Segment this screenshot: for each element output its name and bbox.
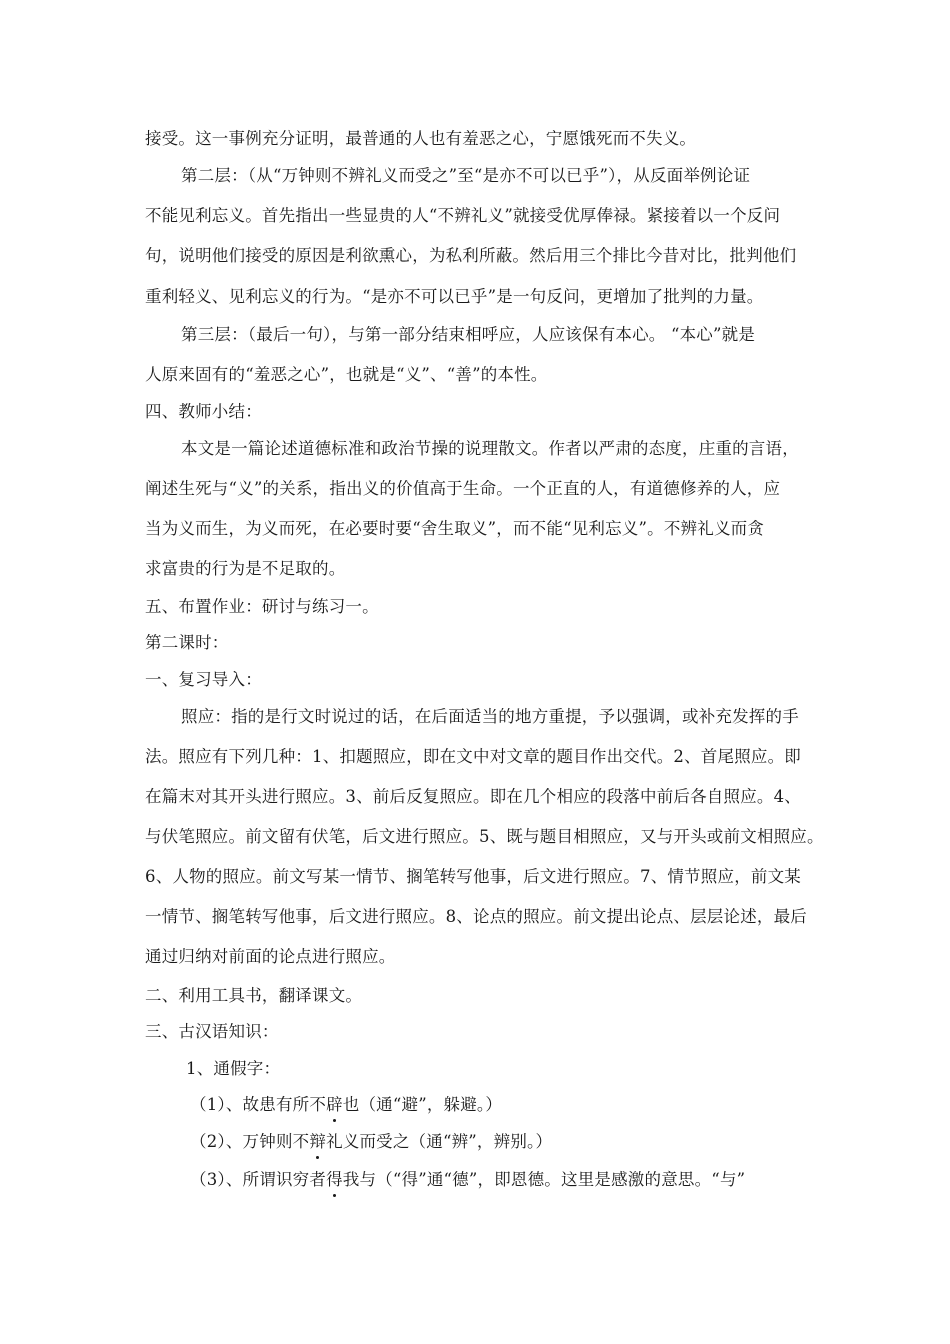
paragraph-line: 句，说明他们接受的原因是利欲熏心，为私利所蔽。然后用三个排比今昔对比，批判他们 xyxy=(145,246,797,265)
list-item-text: 我与（“得”通“德”，即恩德。这里是感激的意思。“与” xyxy=(342,1170,746,1189)
section-heading: 一、复习导入： xyxy=(145,670,262,689)
paragraph-line: 通过归纳对前面的论点进行照应。 xyxy=(145,947,396,966)
list-item xyxy=(190,1169,745,1191)
list-item-text: （2）、万钟则不 xyxy=(190,1132,310,1151)
paragraph-line: 本文是一篇论述道德标准和政治节操的说理散文。作者以严肃的态度，庄重的言语， xyxy=(181,439,799,458)
list-item-text: （1）、故患有所不 xyxy=(190,1095,327,1114)
paragraph-line: 第三层：（最后一句），与第一部分结束相呼应，人应该保有本心。 “本心”就是 xyxy=(181,325,756,344)
emphasis-character: 辩 xyxy=(309,1132,327,1151)
paragraph-line: 重利轻义、见利忘义的行为。“是亦不可以已乎”是一句反问，更增加了批判的力量。 xyxy=(145,287,764,306)
list-item xyxy=(190,1094,502,1116)
emphasis-character: 得 xyxy=(326,1170,343,1189)
list-item-text: （3）、所谓识穷者 xyxy=(190,1170,327,1189)
list-item xyxy=(190,1131,552,1153)
section-heading: 四、教师小结： xyxy=(145,402,262,421)
paragraph-line: 在篇末对其开头进行照应。3、前后反复照应。即在几个相应的段落中前后各自照应。4、 xyxy=(145,787,801,806)
emphasis-character: 辟 xyxy=(326,1095,343,1114)
paragraph-line: 一情节、搁笔转写他事，后文进行照应。8、论点的照应。前文提出论点、层层论述，最后 xyxy=(145,907,807,926)
section-heading: 三、古汉语知识： xyxy=(145,1022,279,1041)
list-item-text: 也（通“避”，躲避。） xyxy=(342,1095,503,1114)
paragraph-line: 不能见利忘义。首先指出一些显贵的人“不辨礼义”就接受优厚俸禄。紧接着以一个反问 xyxy=(145,206,781,225)
paragraph-line: 与伏笔照应。前文留有伏笔，后文进行照应。5、既与题目相照应，又与开头或前文相照应。 xyxy=(145,827,824,846)
paragraph-line: 6、人物的照应。前文写某一情节、搁笔转写他事，后文进行照应。7、情节照应，前文某 xyxy=(145,867,801,886)
paragraph-line: 第二层：（从“万钟则不辨礼义而受之”至“是亦不可以已乎”），从反面举例论证 xyxy=(181,166,751,185)
list-item-text: 礼义而受之（通“辨”，辨别。） xyxy=(326,1132,553,1151)
paragraph-line: 法。照应有下列几种：1、扣题照应，即在文中对文章的题目作出交代。2、首尾照应。即 xyxy=(145,747,801,766)
section-heading: 二、利用工具书，翻译课文。 xyxy=(145,986,363,1005)
section-heading: 五、布置作业：研讨与练习一。 xyxy=(145,597,379,616)
paragraph-line: 求富贵的行为是不足取的。 xyxy=(145,559,346,578)
paragraph-line: 当为义而生，为义而死，在必要时要“舍生取义”，而不能“见利忘义”。不辨礼义而贪 xyxy=(145,519,765,538)
paragraph-line: 人原来固有的“羞恶之心”，也就是“义”、“善”的本性。 xyxy=(145,365,548,384)
subsection-heading: 1、通假字： xyxy=(186,1059,281,1078)
paragraph-line: 接受。这一事例充分证明，最普通的人也有羞恶之心，宁愿饿死而不失义。 xyxy=(145,129,697,148)
section-heading: 第二课时： xyxy=(145,633,229,652)
paragraph-line: 阐述生死与“义”的关系，指出义的价值高于生命。一个正直的人，有道德修养的人，应 xyxy=(145,479,781,498)
paragraph-line: 照应：指的是行文时说过的话，在后面适当的地方重提，予以强调，或补充发挥的手 xyxy=(181,707,799,726)
